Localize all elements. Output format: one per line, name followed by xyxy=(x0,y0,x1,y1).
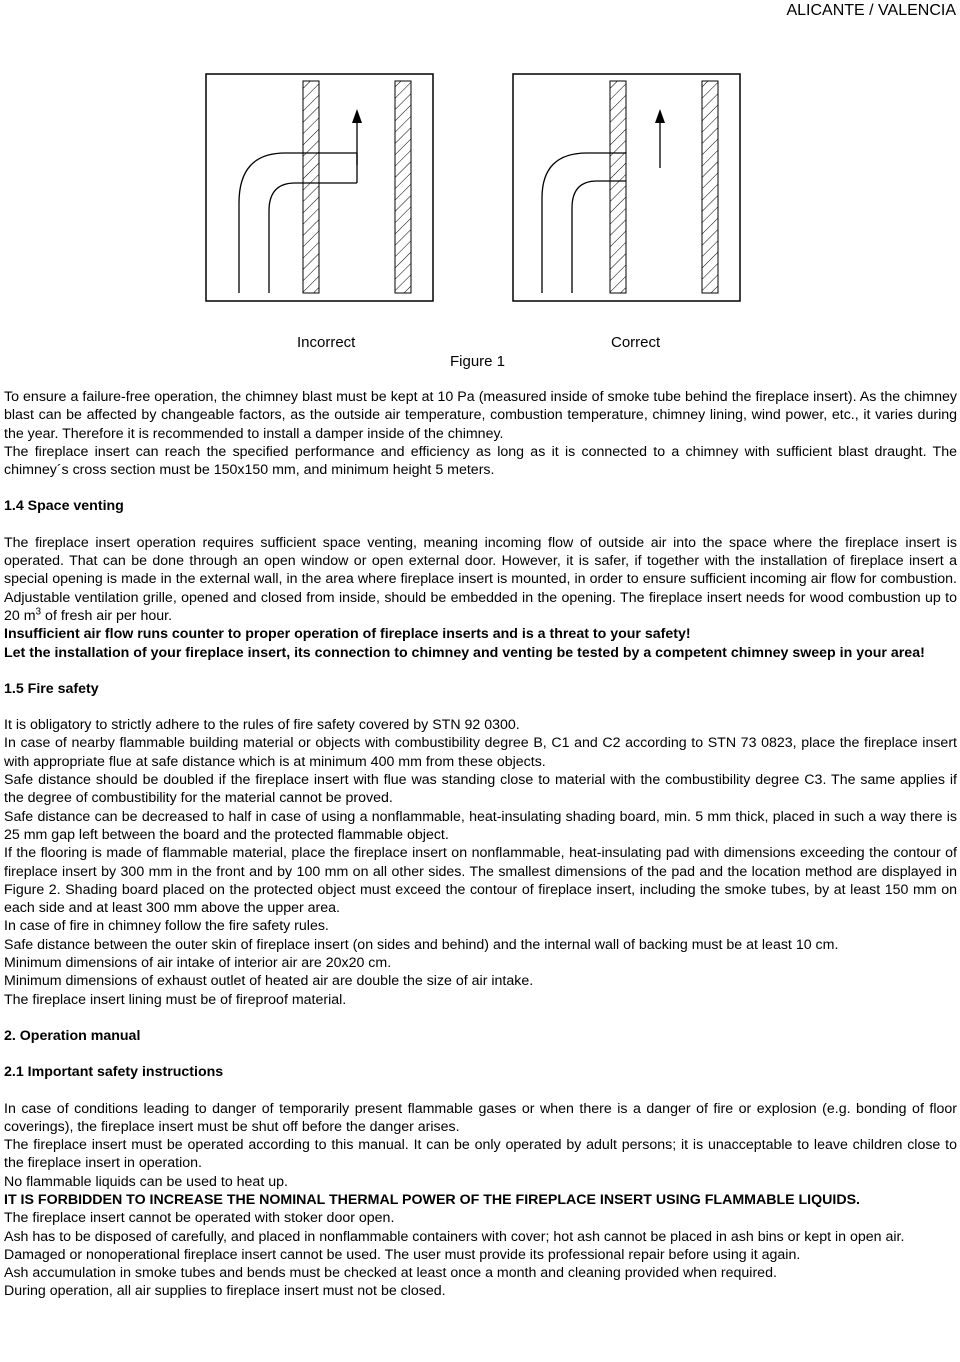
paragraph: The fireplace insert lining must be of fireproof material. xyxy=(4,991,347,1008)
section-heading: 1.5 Fire safety xyxy=(4,680,99,697)
section-heading: 2.1 Important safety instructions xyxy=(4,1064,224,1081)
paragraph: Minimum dimensions of exhaust outlet of heated air are double the size of air intake. xyxy=(4,973,534,990)
figure-caption: Figure 1 xyxy=(450,353,506,370)
paragraph: In case of fire in chimney follow the fire safety rules. xyxy=(4,918,329,935)
page-header: ALICANTE / VALENCIA xyxy=(786,2,956,19)
label-correct: Correct xyxy=(611,334,661,351)
label-incorrect: Incorrect xyxy=(297,334,356,351)
paragraph: Ash accumulation in smoke tubes and bends must be checked at least once a month and cleaning provided when required. xyxy=(4,1265,777,1282)
paragraph: The fireplace insert can reach the specified performance and efficiency as long as it is connected to a chimney with sufficient blast draught. The chimney´s cross section must be 150x150 mm, and minimum height 5 meters. xyxy=(4,443,957,479)
paragraph: Safe distance between the outer skin of fireplace insert (on sides and behind) and the internal wall of backing must be at least 10 cm. xyxy=(4,936,839,953)
section-heading: 1.4 Space venting xyxy=(4,498,124,515)
warning-text: Let the installation of your fireplace insert, its connection to chimney and venting be tested by a competent chimney sweep in your area! xyxy=(4,644,925,661)
paragraph: It is obligatory to strictly adhere to the rules of fire safety covered by STN 92 0300. xyxy=(4,717,520,734)
warning-text: IT IS FORBIDDEN TO INCREASE THE NOMINAL THERMAL POWER OF THE FIREPLACE INSERT USING FLAMMABLE LIQUIDS. xyxy=(4,1191,860,1208)
paragraph: During operation, all air supplies to fireplace insert must not be closed. xyxy=(4,1283,446,1300)
warning-text: Insufficient air flow runs counter to proper operation of fireplace inserts and is a threat to your safety! xyxy=(4,626,691,643)
document-body xyxy=(4,388,957,1301)
chimney-correct-diagram xyxy=(512,73,742,303)
figure-1 xyxy=(0,73,960,303)
paragraph: In case of nearby flammable building material or objects with combustibility degree B, C1 and C2 according to STN 73 0823, place the fireplace insert with appropriate flue at safe distance which is at minimum 400 mm from these objects. xyxy=(4,735,957,770)
paragraph: Safe distance should be doubled if the fireplace insert with flue was standing close to material with the combustibility degree C3. The same applies if the degree of combustibility for the material cannot be proved. xyxy=(4,772,957,807)
section-heading: 2. Operation manual xyxy=(4,1027,141,1044)
paragraph: The fireplace insert operation requires sufficient space venting, meaning incoming flow of outside air into the space where the fireplace insert is operated. That can be done through an open window or open external door. However, it is safer, if together with the installation of fireplace insert a special opening is made in the external wall, in the area where fireplace insert is mounted, in order to ensure sufficient incoming air flow for combustion. Adjustable ventilation grille, opened and closed from inside, should be embedded in the opening. The fireplace insert needs for wood combustion up to 20 $m^3$ of fresh air per hour. xyxy=(4,534,957,624)
paragraph: Ash has to be disposed of carefully, and placed in nonflammable containers with cover; hot ash cannot be placed in ash bins or kept in open air. xyxy=(4,1228,905,1245)
paragraph: Minimum dimensions of air intake of interior air are 20x20 cm. xyxy=(4,955,392,972)
paragraph: If the flooring is made of flammable material, place the fireplace insert on nonflammable, heat-insulating pad with dimensions exceeding the contour of fireplace insert by 300 mm in the front and by 100 mm on all other sides. The smallest dimensions of the pad and the location method are displayed in Figure 2. Shading board placed on the protected object must exceed the contour of fireplace insert, including the smoke tubes, by at least 150 mm on each side and at least 300 mm above the upper area. xyxy=(4,845,957,917)
paragraph: The fireplace insert cannot be operated with stoker door open. xyxy=(4,1210,395,1227)
paragraph: In case of conditions leading to danger of temporarily present flammable gases or when there is a danger of fire or explosion (e.g. bonding of floor coverings), the fireplace insert must be shut off before the danger arises. xyxy=(4,1100,957,1135)
paragraph: To ensure a failure-free operation, the chimney blast must be kept at 10 Pa (measured inside of smoke tube behind the fireplace insert). As the chimney blast can be affected by changeable factors, as the outside air temperature, combustion temperature, chimney lining, wind power, etc., it varies during the year. Therefore it is recommended to install a damper inside of the chimney. xyxy=(4,389,957,442)
paragraph: Damaged or nonoperational fireplace insert cannot be used. The user must provide its professional repair before using it again. xyxy=(4,1246,801,1263)
paragraph: No flammable liquids can be used to heat up. xyxy=(4,1173,288,1190)
paragraph: Safe distance can be decreased to half in case of using a nonflammable, heat-insulating shading board, min. 5 mm thick, placed in such a way there is 25 mm gap left between the board and the protected flammable object. xyxy=(4,808,957,843)
paragraph: The fireplace insert must be operated according to this manual. It can be only operated by adult persons; it is unacceptable to leave children close to the fireplace insert in operation. xyxy=(4,1137,957,1172)
chimney-incorrect-diagram xyxy=(205,73,435,303)
